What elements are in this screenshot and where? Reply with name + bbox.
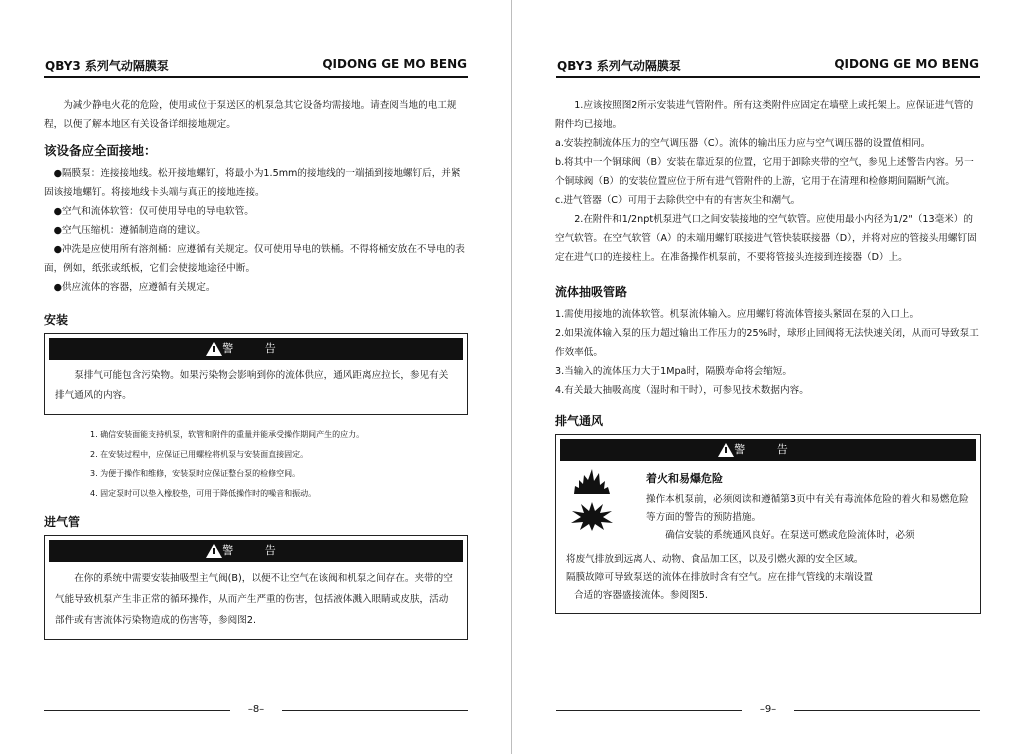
hazard-line: 将废气排放到远离人、动物、食品加工区，以及引燃火源的安全区域。 <box>566 554 864 565</box>
grounding-item: ●隔膜泵：连接接地线。松开接地螺钉，将最小为1.5mm的接地线的一端插到接地螺钉后，并紧固该接地螺钉。将接地线卡头端与真正的接地连接。 <box>44 168 461 198</box>
air-warning-box <box>44 535 468 640</box>
air-step: b.将其中一个铜球阀（B）安装在靠近泵的位置，它用于卸除夹带的空气，参见上述警告内容。另一个铜球阀（B）的安装位置应位于所有进气管附件的上游，它用于在清理和检修期间隔断气流。 <box>555 157 974 187</box>
header-brand: QIDONG GE MO BENG <box>834 57 979 71</box>
install-note: 2. 在安装过程中，应保证已用螺栓将机泵与安装面直接固定。 <box>90 449 309 459</box>
exhaust-warning-box <box>555 434 981 614</box>
grounding-item: ●空气和流体软管：仅可使用导电的导电软管。 <box>53 206 254 217</box>
page-content <box>555 96 981 624</box>
warning-icon <box>206 342 222 356</box>
suction-item: 2.如果流体输入泵的压力超过输出工作压力的25%时，球形止回阀将无法快速关闭，从而可导致泵工作效率低。 <box>555 328 979 358</box>
air-step: a.安装控制流体压力的空气调压器（C）。流体的输出压力应与空气调压器的设置值相同。 <box>555 138 931 149</box>
page-footer <box>44 704 468 716</box>
install-warning-box <box>44 333 468 415</box>
grounding-item: ●供应流体的容器，应遵循有关规定。 <box>53 282 216 293</box>
hazard-paragraph: 确信安装的系统通风良好。在泵送可燃或危险流体时，必须 <box>665 530 915 541</box>
hazard-icons <box>570 467 632 545</box>
page-header <box>557 57 979 75</box>
air-warning-text: 在你的系统中需要安装抽吸型主气阀(B)，以便不让空气在该阀和机泵之间存在。夹带的空气能导致机泵产生非正常的循环操作，从而产生严重的伤害，包括液体溅入眼睛或皮肤，活动部件或有害流体污染物造成的伤害等，参阅图2. <box>55 573 453 626</box>
install-note: 3. 为便于操作和维修，安装泵时应保证整台泵的检修空间。 <box>90 469 301 478</box>
footer-rule-right <box>794 710 980 711</box>
page-number: –9– <box>759 704 777 715</box>
suction-heading: 流体抽吸管路 <box>555 285 628 299</box>
hazard-section <box>556 461 980 551</box>
header-model: QBY3 系列气动隔膜泵 <box>45 59 169 73</box>
exhaust-heading: 排气通风 <box>555 414 604 428</box>
install-warning-text: 泵排气可能包含污染物。如果污染物会影响到你的流体供应，通风距离应拉长，参见有关排气通风的内容。 <box>55 370 449 401</box>
warning-bar <box>49 540 463 562</box>
hazard-line: 隔膜故障可导致泵送的流体在排放时含有空气。应在排气管线的末端设置 <box>566 572 873 583</box>
header-brand: QIDONG GE MO BENG <box>322 57 467 71</box>
warning-label: 警 告 <box>734 443 802 456</box>
page-right <box>512 0 1024 754</box>
warning-bar <box>49 338 463 360</box>
grounding-heading: 该设备应全面接地： <box>44 143 157 158</box>
page-footer <box>556 704 980 716</box>
header-model: QBY3 系列气动隔膜泵 <box>557 59 681 73</box>
air-step: 2.在附件和1/2npt机泵进气口之间安装接地的空气软管。应使用最小内径为1/2"（13毫米）的空气软管。在空气软管（A）的未端用螺钉联接进气管快装联接器（D），并将对应的管接头用螺钉固定在进气口的连接柱上。在准备操作机泵前，不要将管接头连接到连接器（D）上。 <box>555 214 977 263</box>
hazard-line: 合适的容器盛接流体。参阅图5. <box>574 590 708 601</box>
warning-bar <box>560 439 976 461</box>
suction-item: 3.当输入的流体压力大于1Mpa时，隔膜寿命将会缩短。 <box>555 366 792 377</box>
suction-item: 1.需使用接地的流体软管。机泵流体输入。应用螺钉将流体管接头紧固在泵的入口上。 <box>555 309 920 320</box>
explosion-icon <box>570 501 614 531</box>
install-note: 4. 固定泵时可以垫入橡胶垫，可用于降低操作时的噪音和振动。 <box>90 488 317 498</box>
grounding-item: ●空气压缩机：遵循制造商的建议。 <box>53 225 206 236</box>
warning-label: 警 告 <box>222 342 290 355</box>
grounding-item: ●冲洗是应使用所有溶剂桶：应遵循有关规定。仅可使用导电的铁桶。不得将桶安放在不导电的表面，例如，纸张或纸板，它们会使接地途径中断。 <box>44 244 465 274</box>
air-step: c.进气管器（C）可用于去除供空中有的有害灰尘和潮气。 <box>555 195 801 206</box>
hazard-text <box>632 467 972 545</box>
install-heading: 安装 <box>44 313 69 327</box>
install-notes <box>44 425 468 503</box>
install-note: 1. 确信安装面能支持机泵，软管和附件的重量并能承受操作期间产生的应力。 <box>90 430 365 439</box>
air-line-heading: 进气管 <box>44 515 81 529</box>
hazard-paragraph: 操作本机泵前，必须阅读和遵循第3页中有关有毒流体危险的着火和易燃危险等方面的警告的预防措施。 <box>646 494 969 523</box>
page-number: –8– <box>247 704 265 715</box>
warning-icon <box>718 443 734 457</box>
page-content <box>44 96 468 650</box>
hazard-title: 着火和易爆危险 <box>646 472 723 485</box>
suction-item: 4.有关最大抽吸高度（湿时和干时），可参见技术数据内容。 <box>555 385 809 396</box>
intro-paragraph: 为减少静电火花的危险，使用或位于泵送区的机泵急其它设备均需接地。请查阅当地的电工规程，以便了解本地区有关设备详细接地规定。 <box>44 100 457 130</box>
air-step: 1.应该按照图2所示安装进气管附件。所有这类附件应固定在墙壁上或托架上。应保证进气管的附件均已接地。 <box>555 100 974 130</box>
fire-icon <box>570 467 614 495</box>
header-rule <box>556 76 980 78</box>
warning-label: 警 告 <box>222 544 290 557</box>
footer-rule-left <box>44 710 230 711</box>
footer-rule-left <box>556 710 742 711</box>
header-rule <box>44 76 468 78</box>
page-header <box>45 57 467 75</box>
footer-rule-right <box>282 710 468 711</box>
warning-icon <box>206 544 222 558</box>
hazard-continuation <box>556 551 980 613</box>
